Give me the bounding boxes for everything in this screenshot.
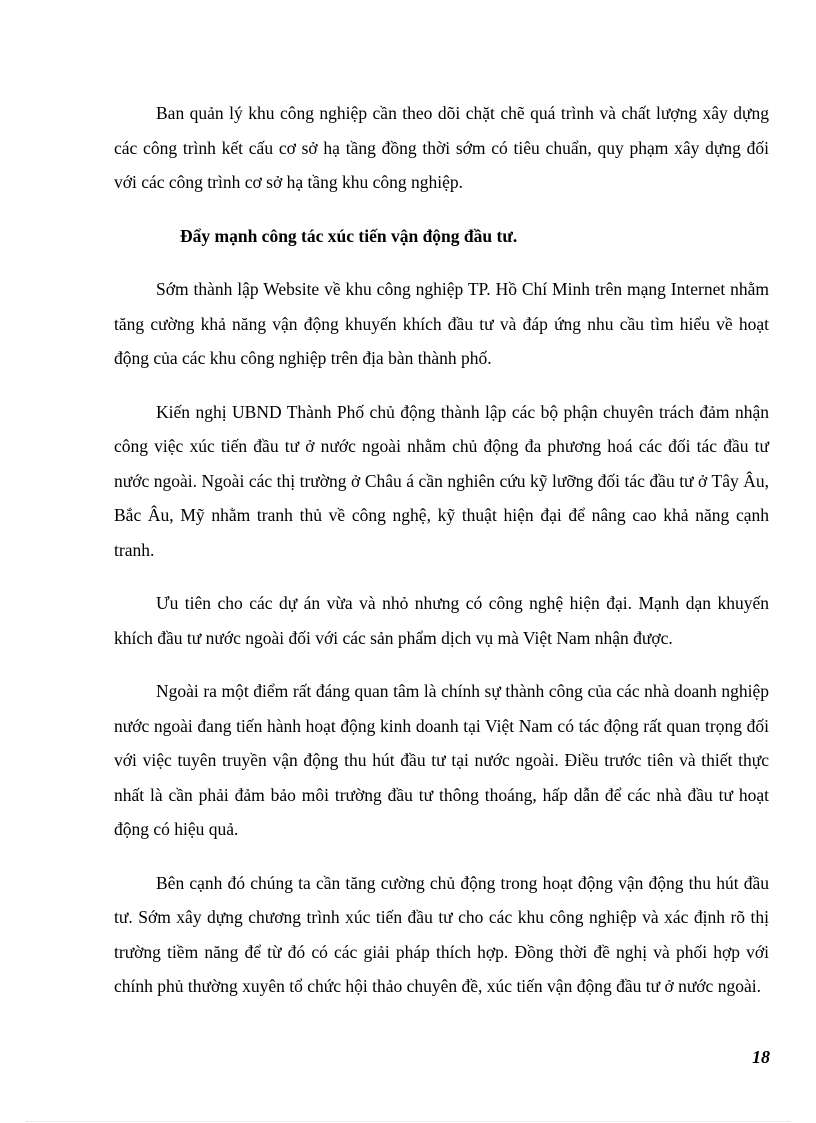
paragraph-project-priority: Ưu tiên cho các dự án vừa và nhỏ nhưng có công nghệ hiện đại. Mạnh dạn khuyến khích đầu tư nước ngoài đối với các sản phẩm dịch vụ mà Việt Nam nhận được.	[114, 593, 769, 648]
paragraph-active-promotion: Bên cạnh đó chúng ta cần tăng cường chủ động trong hoạt động vận động thu hút đầu tư. Sớm xây dựng chương trình xúc tiến đầu tư cho các khu công nghiệp và xác định rõ thị trường tiềm năng để từ đó có các giải pháp thích hợp. Đồng thời đề nghị và phối hợp với chính phủ thường xuyên tổ chức hội thảo chuyên đề, xúc tiến vận động đầu tư ở nước ngoài.	[114, 872, 769, 996]
paragraph-infrastructure-oversight: Ban quản lý khu công nghiệp cần theo dõi chặt chẽ quá trình và chất lượng xây dựng các công trình kết cấu cơ sở hạ tầng đồng thời sớm có tiêu chuẩn, quy phạm xây dựng đối với các công trình cơ sở hạ tầng khu công nghiệp.	[114, 103, 769, 192]
body-text	[114, 96, 769, 1023]
section-heading: Đẩy mạnh công tác xúc tiến vận động đầu tư.	[180, 225, 518, 246]
page-number: 18	[752, 1047, 770, 1067]
paragraph-investment-promotion-units: Kiến nghị UBND Thành Phố chủ động thành lập các bộ phận chuyên trách đảm nhận công việc xúc tiến đầu tư ở nước ngoài nhằm chủ động đa phương hoá các đối tác đầu tư nước ngoài. Ngoài các thị trường ở Châu á cần nghiên cứu kỹ lưỡng đối tác đầu tư ở Tây Âu, Bắc Âu, Mỹ nhằm tranh thủ về công nghệ, kỹ thuật hiện đại để nâng cao khả năng cạnh tranh.	[114, 401, 769, 560]
footer-divider	[26, 1121, 790, 1122]
paragraph-website: Sớm thành lập Website về khu công nghiệp TP. Hồ Chí Minh trên mạng Internet nhằm tăng cường khả năng vận động khuyến khích đầu tư và đáp ứng nhu cầu tìm hiểu về hoạt động của các khu công nghiệp trên địa bàn thành phố.	[114, 279, 769, 368]
paragraph-business-success: Ngoài ra một điểm rất đáng quan tâm là chính sự thành công của các nhà doanh nghiệp nước ngoài đang tiến hành hoạt động kinh doanh tại Việt Nam có tác động rất quan trọng đối với việc tuyên truyền vận động thu hút đầu tư tại nước ngoài. Điều trước tiên và thiết thực nhất là cần phải đảm bảo môi trường đầu tư thông thoáng, hấp dẫn để các nhà đầu tư hoạt động có hiệu quả.	[114, 681, 769, 839]
